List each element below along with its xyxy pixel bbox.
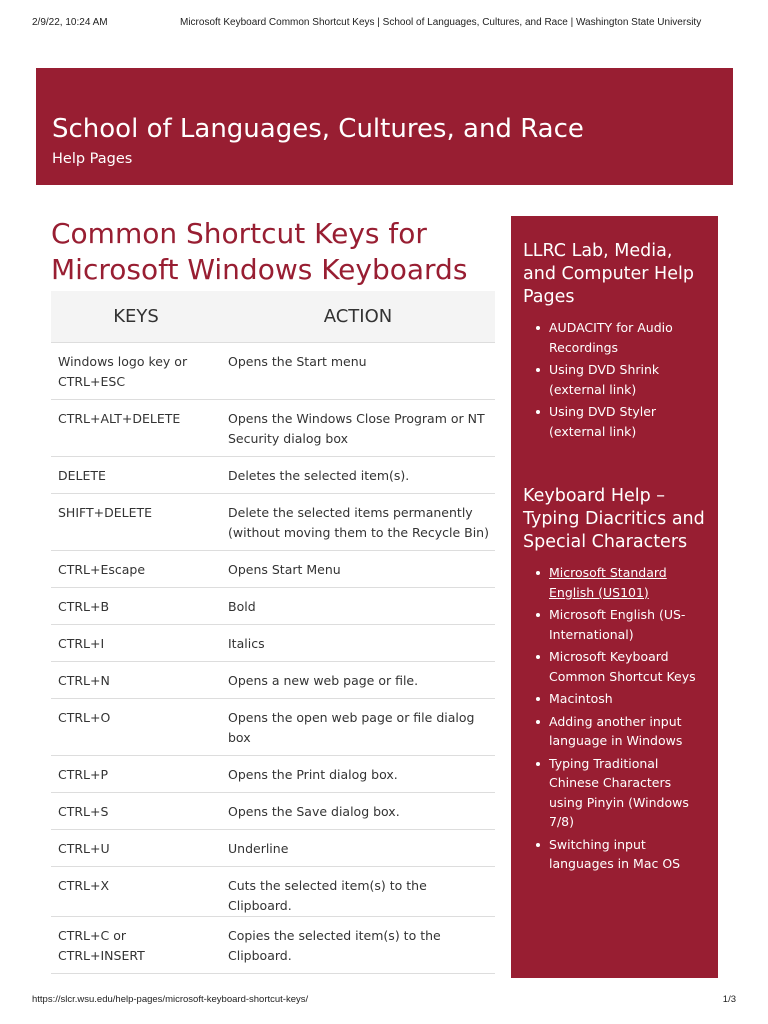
sidebar-link-us101[interactable] [536, 563, 706, 602]
table-row [51, 755, 495, 792]
sidebar-link-us-international[interactable] [536, 605, 706, 644]
table-row [51, 829, 495, 866]
print-datetime: 2/9/22, 10:24 AM [32, 17, 108, 28]
cell-action: Opens Start Menu [221, 550, 495, 587]
shortcut-table [51, 291, 495, 974]
table-row [51, 493, 495, 550]
sidebar-link-label: Using DVD Shrink (external link) [549, 362, 660, 397]
sidebar-heading-help-pages: LLRC Lab, Media, and Computer Help Pages [523, 241, 694, 307]
print-page-number: 1/3 [722, 994, 736, 1005]
site-banner [36, 68, 733, 185]
cell-keys: SHIFT+DELETE [51, 493, 221, 550]
table-row [51, 550, 495, 587]
print-header [32, 17, 736, 31]
sidebar-link-label: Adding another input language in Windows [549, 713, 683, 748]
table-row [51, 792, 495, 829]
cell-action: Opens the Start menu [221, 342, 495, 399]
cell-keys: CTRL+S [51, 792, 221, 829]
table-row [51, 399, 495, 456]
sidebar-heading-keyboard-help: Keyboard Help – Typing Diacritics and Special Characters [523, 486, 705, 552]
table-row [51, 661, 495, 698]
table-header-row [51, 291, 495, 342]
sidebar-link-label: Microsoft English (US-International) [549, 607, 686, 642]
sidebar-link-label: Microsoft Keyboard Common Shortcut Keys [549, 649, 696, 684]
cell-keys: CTRL+N [51, 661, 221, 698]
site-subtitle-link[interactable]: Help Pages [52, 151, 133, 167]
cell-keys: CTRL+ALT+DELETE [51, 399, 221, 456]
sidebar-link-input-language[interactable] [536, 712, 706, 751]
cell-action: Cuts the selected item(s) to the Clipboard. [221, 866, 495, 916]
cell-action: Opens the open web page or file dialog box [221, 698, 495, 755]
cell-keys: CTRL+C or CTRL+INSERT [51, 916, 221, 973]
sidebar-link-label: Using DVD Styler (external link) [549, 404, 657, 439]
sidebar-link-dvd-styler[interactable] [536, 402, 706, 441]
table-row [51, 587, 495, 624]
print-footer [32, 994, 736, 1008]
cell-action: Opens the Save dialog box. [221, 792, 495, 829]
cell-keys: Windows logo key or CTRL+ESC [51, 342, 221, 399]
cell-action: Bold [221, 587, 495, 624]
cell-keys: CTRL+B [51, 587, 221, 624]
table-row [51, 624, 495, 661]
sidebar-link-audacity[interactable] [536, 318, 706, 357]
cell-action: Delete the selected items permanently (without moving them to the Recycle Bin) [221, 493, 495, 550]
print-page-title: Microsoft Keyboard Common Shortcut Keys | School of Languages, Cultures, and Race | Washington State University [180, 17, 702, 28]
sidebar-list-help-pages [511, 318, 718, 441]
cell-action: Opens a new web page or file. [221, 661, 495, 698]
sidebar-link-label: Typing Traditional Chinese Characters using Pinyin (Windows 7/8) [549, 755, 689, 829]
table-row [51, 456, 495, 493]
sidebar-list-keyboard-help [511, 563, 718, 874]
cell-keys: CTRL+Escape [51, 550, 221, 587]
table-row [51, 916, 495, 973]
cell-keys: CTRL+I [51, 624, 221, 661]
table-row [51, 866, 495, 916]
cell-action: Copies the selected item(s) to the Clipboard. [221, 916, 495, 973]
cell-action: Opens the Windows Close Program or NT Security dialog box [221, 399, 495, 456]
cell-keys: CTRL+O [51, 698, 221, 755]
print-url: https://slcr.wsu.edu/help-pages/microsoft-keyboard-shortcut-keys/ [32, 994, 309, 1005]
cell-keys: CTRL+U [51, 829, 221, 866]
cell-action: Opens the Print dialog box. [221, 755, 495, 792]
sidebar [511, 216, 718, 978]
sidebar-link-shortcut-keys[interactable] [536, 647, 706, 686]
table-row [51, 342, 495, 399]
sidebar-link-macintosh[interactable] [536, 689, 706, 709]
cell-keys: DELETE [51, 456, 221, 493]
page-title: Common Shortcut Keys for Microsoft Windows Keyboards [51, 217, 468, 286]
site-title[interactable]: School of Languages, Cultures, and Race [52, 114, 584, 144]
sidebar-link-label: Microsoft Standard English (US101) [549, 565, 667, 600]
cell-action: Italics [221, 624, 495, 661]
cell-keys: CTRL+X [51, 866, 221, 916]
sidebar-link-dvd-shrink[interactable] [536, 360, 706, 399]
sidebar-link-pinyin[interactable] [536, 754, 706, 832]
table-row [51, 698, 495, 755]
sidebar-link-label: Switching input languages in Mac OS [549, 836, 681, 871]
sidebar-link-label: Macintosh [549, 691, 613, 706]
cell-action: Underline [221, 829, 495, 866]
header-keys: KEYS [51, 291, 221, 342]
header-action: ACTION [221, 291, 495, 342]
cell-action: Deletes the selected item(s). [221, 456, 495, 493]
cell-keys: CTRL+P [51, 755, 221, 792]
sidebar-link-label: AUDACITY for Audio Recordings [549, 320, 673, 355]
sidebar-link-mac-input[interactable] [536, 835, 706, 874]
